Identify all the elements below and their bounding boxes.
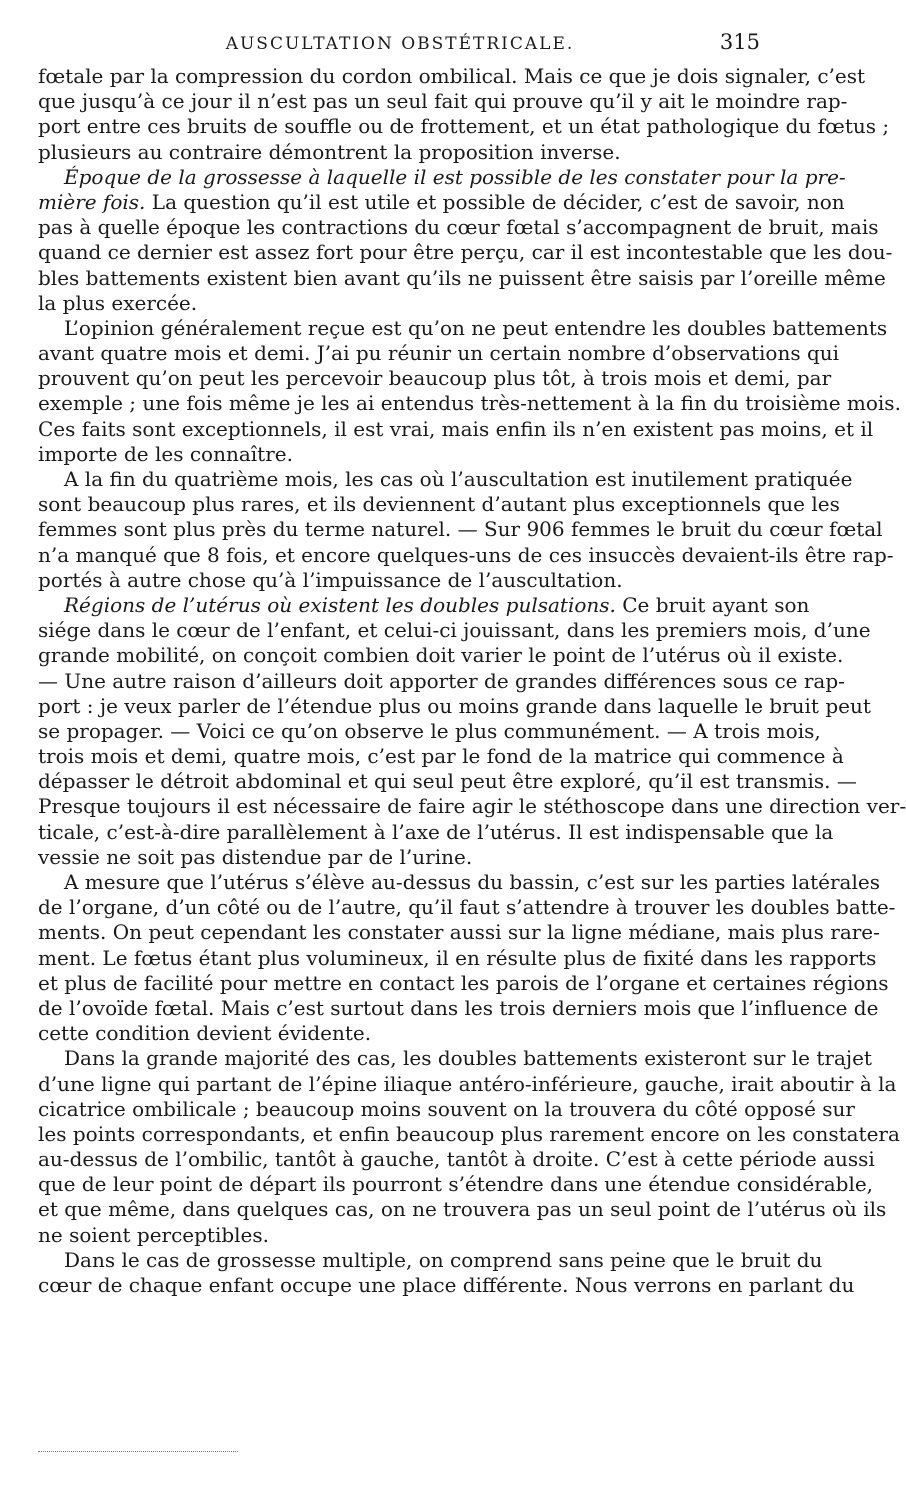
- section-heading: [38, 164, 846, 190]
- text-line: cette condition devient évidente.: [38, 1021, 372, 1046]
- section-heading: [38, 592, 810, 618]
- body-text: [38, 64, 906, 1298]
- text-line: que jusqu’à ce jour il n’est pas un seul fait qui prouve qu’il y ait le moindre rap-: [38, 89, 848, 114]
- text-line: Presque toujours il est nécessaire de faire agir le stéthoscope dans une direction ver-: [38, 794, 906, 819]
- text-line: L’opinion généralement reçue est qu’on ne peut entendre les doubles battements: [64, 315, 888, 340]
- text-line: quand ce dernier est assez fort pour être perçu, car il est incontestable que les dou-: [38, 240, 893, 265]
- text-line: de l’organe, d’un côté ou de l’autre, qu’il faut s’attendre à trouver les doubles batte-: [38, 895, 896, 920]
- text-line: port : je veux parler de l’étendue plus ou moins grande dans laquelle le bruit peut: [38, 693, 871, 718]
- text-line: que de leur point de départ ils pourront s’étendre dans une étendue considérable,: [38, 1172, 874, 1197]
- text-line: vessie ne soit pas distendue par de l’urine.: [38, 844, 473, 869]
- heading-text: Époque de la grossesse à laquelle il est possible de les constater pour la pre-: [64, 164, 846, 189]
- text-line: ticale, c’est-à-dire parallèlement à l’axe de l’utérus. Il est indispensable que la: [38, 819, 834, 844]
- text-line: plusieurs au contraire démontrent la proposition inverse.: [38, 139, 621, 164]
- text-line: Dans le cas de grossesse multiple, on comprend sans peine que le bruit du: [64, 1247, 823, 1272]
- text-line: bles battements existent bien avant qu’ils ne puissent être saisis par l’oreille même: [38, 265, 886, 290]
- text-line: cicatrice ombilicale ; beaucoup moins souvent on la trouvera du côté opposé sur: [38, 1096, 855, 1121]
- text-line: et que même, dans quelques cas, on ne trouvera pas un seul point de l’utérus où ils: [38, 1197, 887, 1222]
- text-line: A mesure que l’utérus s’élève au-dessus du bassin, c’est sur les parties latérales: [64, 870, 880, 894]
- text-line: Dans la grande majorité des cas, les doubles battements existeront sur le trajet: [64, 1046, 872, 1071]
- text-line: femmes sont plus près du terme naturel. — Sur 906 femmes le bruit du cœur fœtal: [38, 517, 883, 542]
- heading-text: mière fois.: [38, 189, 146, 214]
- text-line: cœur de chaque enfant occupe une place différente. Nous verrons en parlant du: [38, 1273, 855, 1297]
- page-number: 315: [719, 30, 760, 54]
- text-line: — Une autre raison d’ailleurs doit apporter de grandes différences sous ce rap-: [38, 668, 845, 693]
- text-line: dépasser le détroit abdominal et qui seul peut être exploré, qu’il est transmis. —: [38, 769, 857, 794]
- running-title: AUSCULTATION OBSTÉTRICALE.: [225, 34, 575, 54]
- text-line: exemple ; une fois même je les ai entendus très-nettement à la fin du troisième mois.: [38, 391, 901, 416]
- text-line: la plus exercée.: [38, 290, 198, 315]
- text-line: portés à autre chose qu’à l’impuissance de l’auscultation.: [38, 567, 623, 592]
- text-line: au-dessus de l’ombilic, tantôt à gauche, tantôt à droite. C’est à cette période aussi: [38, 1147, 875, 1172]
- footer-rule: [38, 1451, 238, 1452]
- text-line: trois mois et demi, quatre mois, c’est par le fond de la matrice qui commence à: [38, 744, 844, 769]
- text-line: A la fin du quatrième mois, les cas où l’auscultation est inutilement pratiquée: [64, 467, 853, 491]
- running-head: [40, 30, 760, 60]
- text-line: [38, 189, 845, 215]
- heading-text: Régions de l’utérus où existent les doubles pulsations.: [64, 592, 616, 617]
- text-line: prouvent qu’on peut les percevoir beaucoup plus tôt, à trois mois et demi, par: [38, 366, 832, 391]
- text-line: d’une ligne qui partant de l’épine iliaque antéro-inférieure, gauche, irait aboutir à la: [38, 1071, 897, 1096]
- text-line: de l’ovoïde fœtal. Mais c’est surtout dans les trois derniers mois que l’influence de: [38, 995, 879, 1020]
- text-line: ne soient perceptibles.: [38, 1222, 270, 1247]
- text-line: avant quatre mois et demi. J’ai pu réunir un certain nombre d’observations qui: [38, 341, 840, 366]
- text-line: importe de les connaître.: [38, 441, 293, 466]
- text-line: siége dans le cœur de l’enfant, et celui-ci jouissant, dans les premiers mois, d’une: [38, 618, 871, 643]
- text-line: se propager. — Voici ce qu’on observe le plus communément. — A trois mois,: [38, 718, 821, 743]
- text-line: n’a manqué que 8 fois, et encore quelques-uns de ces insuccès devaient-ils être rap-: [38, 542, 894, 567]
- text-line: pas à quelle époque les contractions du cœur fœtal s’accompagnent de bruit, mais: [38, 215, 879, 240]
- text-line: et plus de facilité pour mettre en contact les parois de l’organe et certaines régions: [38, 970, 889, 995]
- text-line: sont beaucoup plus rares, et ils deviennent d’autant plus exceptionnels que les: [38, 492, 840, 517]
- text-line: les points correspondants, et enfin beaucoup plus rarement encore on les constatera: [38, 1121, 900, 1146]
- text-line: fœtale par la compression du cordon ombilical. Mais ce que je dois signaler, c’est: [38, 64, 866, 88]
- text-line: Ces faits sont exceptionnels, il est vrai, mais enfin ils n’en existent pas moins, et il: [38, 416, 874, 441]
- text-line: port entre ces bruits de souffle ou de frottement, et un état pathologique du fœtus ;: [38, 114, 890, 139]
- text-run: La question qu’il est utile et possible de décider, c’est de savoir, non: [151, 189, 845, 214]
- text-run: Ce bruit ayant son: [622, 592, 810, 617]
- text-line: ments. On peut cependant les constater aussi sur la ligne médiane, mais plus rare-: [38, 920, 880, 945]
- text-line: ment. Le fœtus étant plus volumineux, il en résulte plus de fixité dans les rapports: [38, 945, 877, 970]
- text-line: grande mobilité, on conçoit combien doit varier le point de l’utérus où il existe.: [38, 643, 844, 668]
